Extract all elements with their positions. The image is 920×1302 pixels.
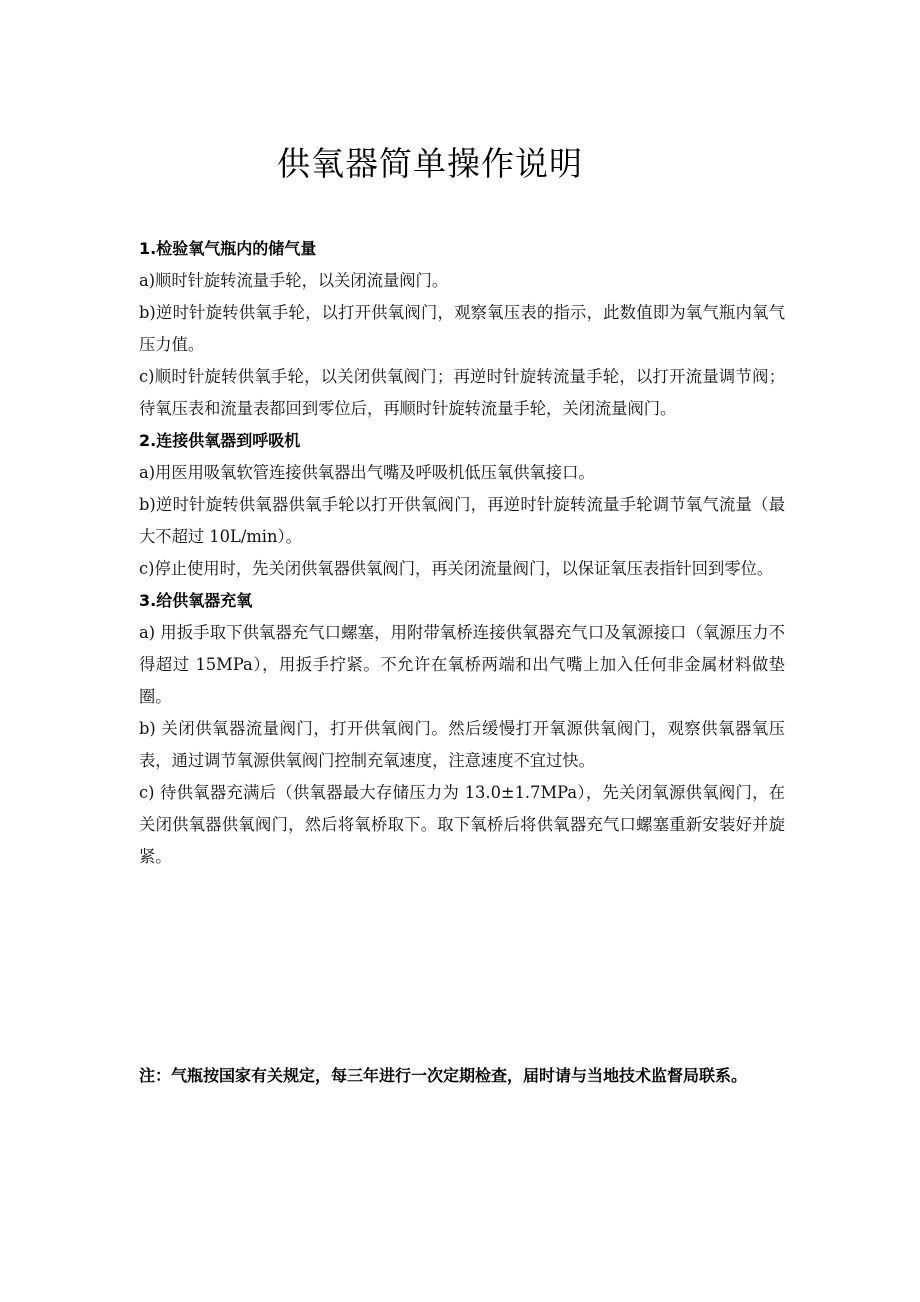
maintenance-note: 注：气瓶按国家有关规定，每三年进行一次定期检查，届时请与当地技术监督局联系。 — [139, 1066, 748, 1085]
section-3-paragraph-b: b) 关闭供氧器流量阀门，打开供氧阀门。然后缓慢打开氧源供氧阀门，观察供氧器氧压表，通过调节氧源供氧阀门控制充氧速度，注意速度不宜过快。 — [139, 719, 785, 770]
section-1-paragraph-b: b)逆时针旋转供氧手轮，以打开供氧阀门，观察氧压表的指示，此数值即为氧气瓶内氧气压力值。 — [139, 303, 785, 354]
document-title: 供氧器简单操作说明 — [277, 144, 583, 183]
section-2-paragraph-a: a)用医用吸氧软管连接供氧器出气嘴及呼吸机低压氧供氧接口。 — [139, 463, 595, 482]
section-2-heading: 2.连接供氧器到呼吸机 — [139, 431, 301, 450]
section-3-heading: 3.给供氧器充氧 — [139, 591, 253, 610]
section-2-paragraph-b: b)逆时针旋转供氧器供氧手轮以打开供氧阀门，再逆时针旋转流量手轮调节氧气流量（最大不超过 10L/min）。 — [139, 495, 785, 546]
document-body — [139, 233, 785, 873]
section-1-heading: 1.检验氧气瓶内的储气量 — [139, 239, 317, 258]
section-2-paragraph-c: c)停止使用时，先关闭供氧器供氧阀门，再关闭流量阀门，以保证氧压表指针回到零位。 — [139, 559, 774, 578]
section-1-paragraph-c: c)顺时针旋转供氧手轮，以关闭供氧阀门；再逆时针旋转流量手轮，以打开流量调节阀；待氧压表和流量表都回到零位后，再顺时针旋转流量手轮，关闭流量阀门。 — [139, 367, 785, 418]
section-3-paragraph-c: c) 待供氧器充满后（供氧器最大存储压力为 13.0±1.7MPa），先关闭氧源供氧阀门，在关闭供氧器供氧阀门，然后将氧桥取下。取下氧桥后将供氧器充气口螺塞重新安装好并旋紧。 — [139, 783, 785, 866]
section-1-paragraph-a: a)顺时针旋转流量手轮，以关闭流量阀门。 — [139, 271, 449, 290]
section-3-paragraph-a: a) 用扳手取下供氧器充气口螺塞，用附带氧桥连接供氧器充气口及氧源接口（氧源压力不得超过 15MPa），用扳手拧紧。不允许在氧桥两端和出气嘴上加入任何非金属材料做垫圈。 — [139, 623, 785, 706]
